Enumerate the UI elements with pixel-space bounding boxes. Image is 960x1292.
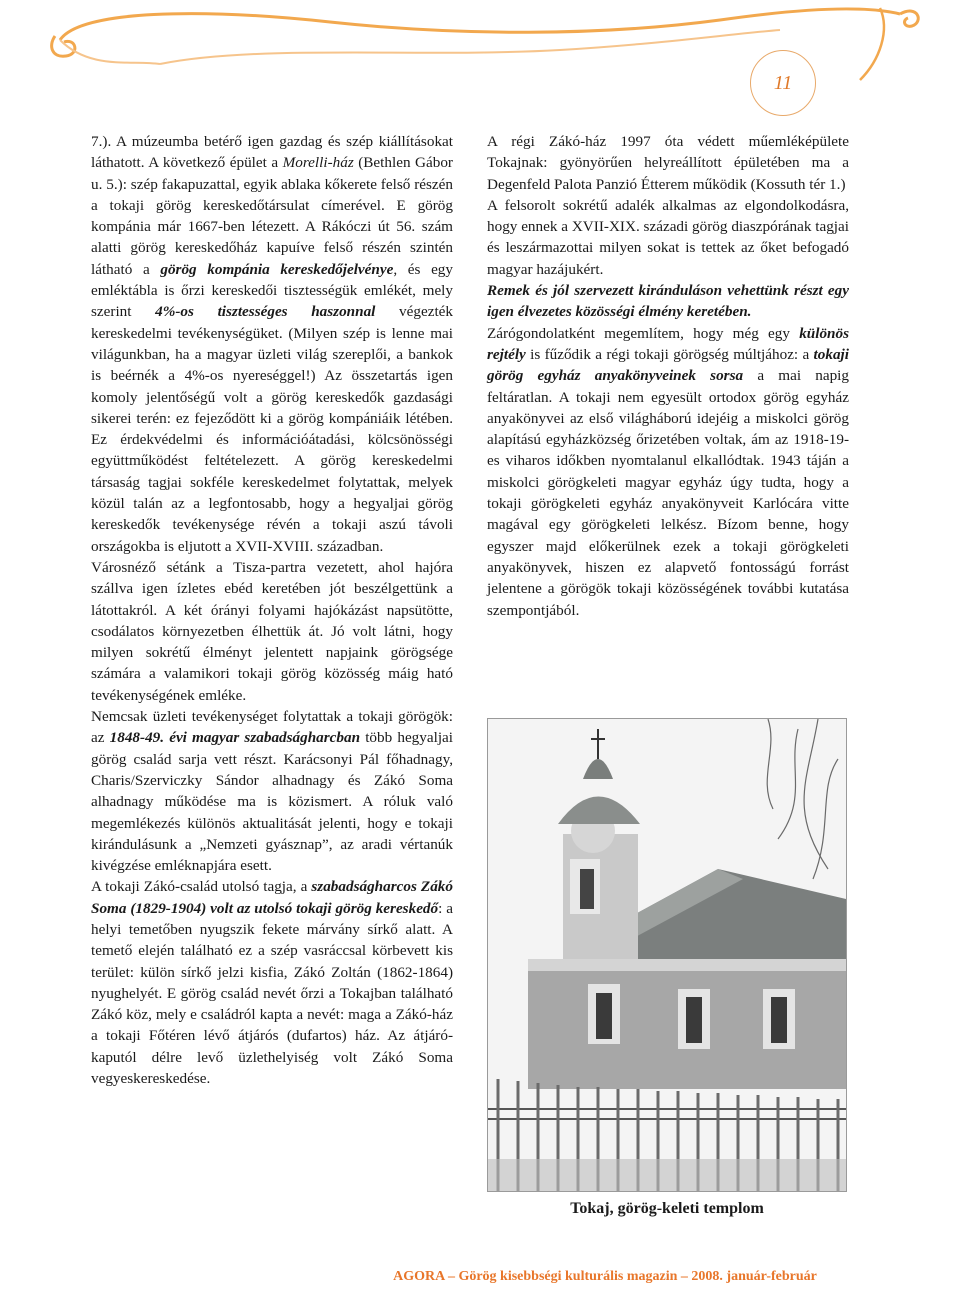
left_column-emphasis: görög kompánia kereskedőjelvénye (160, 260, 394, 278)
left_column-emphasis: 1848-49. évi magyar szabadságharcban (109, 729, 361, 747)
right-column-text (487, 131, 849, 621)
left_column-run: : a helyi temetőben nyugszik fekete márvány sírkő alatt. A temető elején található ez a szép vasráccsal körbevett kis terület: külön sírkő jelzi kisfia, Zákó Zoltán (1862-1864) nyughelyét. E görög család nevét őrzi a Tokajban található Zákó köz, mely e családról kapta a nevét: maga a Zákó-ház a tokaji Főtéren lévő átjárós (dufartos) ház. Az átjáró-kaputól délre levő üzlethelyiség volt Zákó Soma vegyeskereskedése. (91, 899, 453, 1088)
right_column-run: A régi Zákó-ház 1997 óta védett műemléképülete Tokajnak: gyönyörűen helyreállított épületében ma a Degenfeld Palota Panzió Étterem működik (Kossuth tér 1.) (487, 133, 849, 193)
right_column-emphasis: különös rejtély (487, 324, 849, 363)
photo-caption: Tokaj, görög-keleti templom (570, 1200, 764, 1217)
right_column-run: a mai napig feltáratlan. A tokaji nem egyesült ortodox görög egyház anyakönyvei az első világháború idejéig a miskolci görög alapítású egyházközség őrizetében voltak, ám az 1918-19-es viharos időkben nyomtalanul elkallódtak. 1943 táján a miskolci görögkeleti magyar egyház úgy tudta, hogy a tokaji görögkeleti egyház anyakönyveit Karlócára vitte magával egy görögkeleti lelkész. Bízom benne, hogy egyszer majd előkerülnek ezek a tokaji görögkeleti anyakönyvek, hiszen ez alapvető fontosságú forrást jelentene a görögök tokaji közösségének további kutatása szempontjából. (487, 367, 849, 619)
header-ornament-icon (0, 0, 960, 110)
left_column-run: A tokaji Zákó-család utolsó tagja, a (91, 878, 312, 896)
left_column-emphasis: 4%-os tisztességes haszonnal (155, 303, 376, 321)
left_column-emphasis: szabadságharcos Zákó Soma (1829-1904) volt az utolsó tokaji görög kereskedő (91, 878, 453, 917)
left_column-run: , és egy emléktábla is őrzi kereskedői tisztességük emlékét, mely szerint (91, 260, 453, 321)
left_column-run: (Bethlen Gábor u. 5.): szép fakapuzattal, egyik ablaka kőkerete felső részén a tokaji görög kereskedőtársulat címerével. E görög kompánia már 1667-ben létezett. A Rákóczi út 56. szám alatti görög kereskedőház kapuíve felső részén szintén látható a (91, 154, 453, 278)
left_column-run: 7.). A múzeumba betérő igen gazdag és szép kiállításokat láthatott. A következő épület a (91, 133, 453, 172)
left_column-run: Nemcsak üzleti tevékenységet folytattak a tokaji görögök: az (91, 708, 453, 747)
page-number: 11 (773, 71, 793, 94)
left-text-column (91, 131, 453, 1089)
footer-text: AGORA – Görög kisebbségi kulturális magazin – 2008. január-február (393, 1269, 817, 1284)
church-photo (487, 718, 847, 1192)
left_column-run: több hegyaljai görög család sarja vett részt. Karácsonyi Pál főhadnagy, Charis/Szerviczky Sándor alhadnagy és Zákó Soma alhadnagy működése ma is közismert. A róluk való megemlékezés különös aktualitását jelenti, hogy e tokaji kirándulásunk a „Nemzeti gyásznap”, az aradi vértanúk kivégzése emléknapjára esett. (91, 729, 454, 875)
right-text-column (487, 131, 849, 621)
right_column-run: A felsorolt sokrétű adalék alkalmas az elgondolkodásra, hogy ennek a XVII-XIX. századi görög diaszpórának tagjai és leszármazottai milyen sokat is tettek az őket befogadó magyar hazájukért. (487, 196, 849, 278)
left-column-text (91, 131, 453, 1089)
church-photo-icon (488, 719, 846, 1191)
page-footer (0, 1269, 960, 1285)
right_column-emphasis: tokaji görög egyház anyakönyveinek sorsa (487, 345, 849, 385)
page-number-badge (750, 50, 816, 116)
right_column-run: is fűződik a régi tokaji görögség múltjához: a (525, 345, 814, 363)
right_column-run: Zárógondolatként megemlítem, hogy még egy (487, 324, 800, 342)
right_column-emphasis: Remek és jól szervezett kiránduláson vehettünk részt egy igen élvezetes közösségi élmény keretében. (487, 282, 849, 321)
left_column-run: Morelli-ház (282, 154, 354, 172)
left_column-run: Városnéző sétánk a Tisza-partra vezetett, ahol hajóra szállva igen ízletes ebéd keretében jót beszélgettünk a látottakról. A két órányi folyami hajókázást napsütötte, csodálatos környezetben élhettük át. Jó volt látni, hogy milyen sokrétű élményt jelentett napjaink görögsége számára a valamikori tokaji görög közösség máig ható tevékenységének emléke. (91, 558, 453, 704)
left_column-run: végezték kereskedelmi tevékenységüket. (Milyen szép is lenne mai világunkban, ha a magyar üzleti világ szereplői, a bankok is beérnék a 4%-os nyereséggel!) Az összetartás igen komoly jelentőségű volt a görög kereskedők gazdasági sikerei terén: ez fejeződött ki a görög kompániáik létében. Ez érdekvédelmi és információátadási, kölcsönösségi együttműködést feltételezett. A görög kereskedelmi társaság tagjai sokféle kereskedelmet folytattak, melyek közül talán az a legfontosabb, hogy a hegyaljai görög kereskedők tevékenysége révén a tokaji aszú távoli országokba is eljutott a XVII-XVIII. században. (91, 303, 454, 555)
